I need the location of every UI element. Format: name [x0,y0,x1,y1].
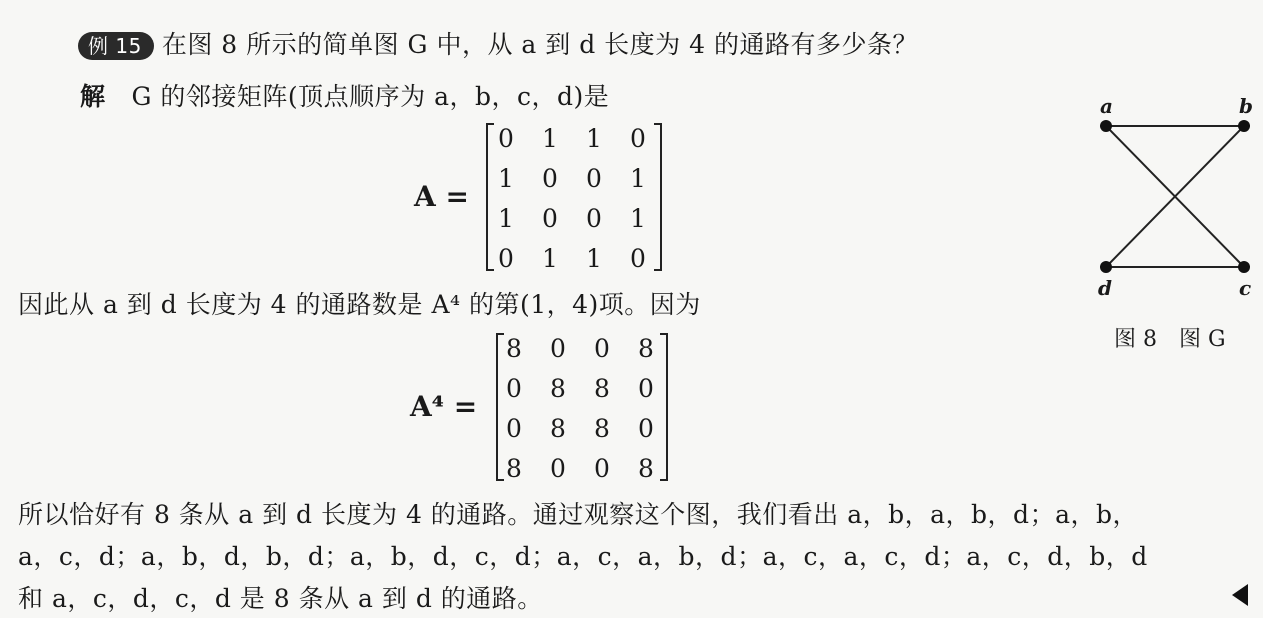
vertex-b-label: b [1239,94,1253,118]
vertex-d [1100,261,1112,273]
matrix-cell: 0 [594,454,610,483]
matrix-cell: 8 [550,414,566,443]
solution-intro: G 的邻接矩阵(顶点顺序为 a，b，c，d)是 [131,82,610,111]
matrix-cell: 0 [630,124,646,153]
matrix-cell: 1 [542,244,558,273]
matrix-cell: 8 [550,374,566,403]
vertex-a [1100,120,1112,132]
matrix-cell: 0 [542,204,558,233]
matrix-cell: 0 [506,374,522,403]
matrix-a-label: A = [414,180,469,213]
matrix-cell: 1 [586,124,602,153]
matrix-cell: 1 [586,244,602,273]
example-badge: 例 15 [78,32,154,60]
solution-intro-line [80,82,609,112]
figure-caption: 图 8 图 G [1114,327,1226,352]
matrix-cell: 0 [586,164,602,193]
matrix-a [484,122,664,272]
graph-g [1080,92,1260,292]
matrix-cell: 0 [550,334,566,363]
vertex-c [1238,261,1250,273]
vertex-b [1238,120,1250,132]
matrix-cell: 0 [586,204,602,233]
matrix-cell: 8 [506,454,522,483]
middle-text: 因此从 a 到 d 长度为 4 的通路数是 A⁴ 的第(1，4)项。因为 [18,290,701,319]
matrix-cell: 0 [498,244,514,273]
vertex-c-label: c [1239,276,1252,300]
matrix-a4-label: A⁴ = [410,390,478,423]
matrix-cell: 8 [594,374,610,403]
matrix-cell: 0 [498,124,514,153]
matrix-a4 [494,332,670,482]
vertex-a-label: a [1100,94,1113,118]
matrix-cell: 0 [550,454,566,483]
graph-figure [1080,92,1260,300]
matrix-cell: 0 [630,244,646,273]
matrix-cell: 8 [638,454,654,483]
matrix-cell: 0 [638,414,654,443]
vertex-d-label: d [1098,276,1112,300]
matrix-cell: 0 [506,414,522,443]
matrix-cell: 0 [638,374,654,403]
matrix-cell: 8 [638,334,654,363]
conclusion-line-2: a，c，d；a，b，d，b，d；a，b，d，c，d；a，c，a，b，d；a，c，a，c，d；a，c，d，b，d [18,542,1148,571]
matrix-cell: 8 [506,334,522,363]
matrix-cell: 0 [542,164,558,193]
conclusion-line-3: 和 a，c，d，c，d 是 8 条从 a 到 d 的通路。 [18,584,543,613]
matrix-cell: 8 [594,414,610,443]
conclusion-line-1: 所以恰好有 8 条从 a 到 d 长度为 4 的通路。通过观察这个图，我们看出 a，b，a，b，d；a，b， [18,500,1138,529]
example-question: 在图 8 所示的简单图 G 中，从 a 到 d 长度为 4 的通路有多少条？ [161,30,918,59]
matrix-cell: 1 [630,164,646,193]
matrix-cell: 1 [498,164,514,193]
matrix-cell: 1 [498,204,514,233]
matrix-cell: 1 [630,204,646,233]
example-header [78,30,918,60]
end-triangle-icon [1232,584,1248,606]
matrix-cell: 0 [594,334,610,363]
solution-label: 解 [80,82,106,111]
matrix-cell: 1 [542,124,558,153]
